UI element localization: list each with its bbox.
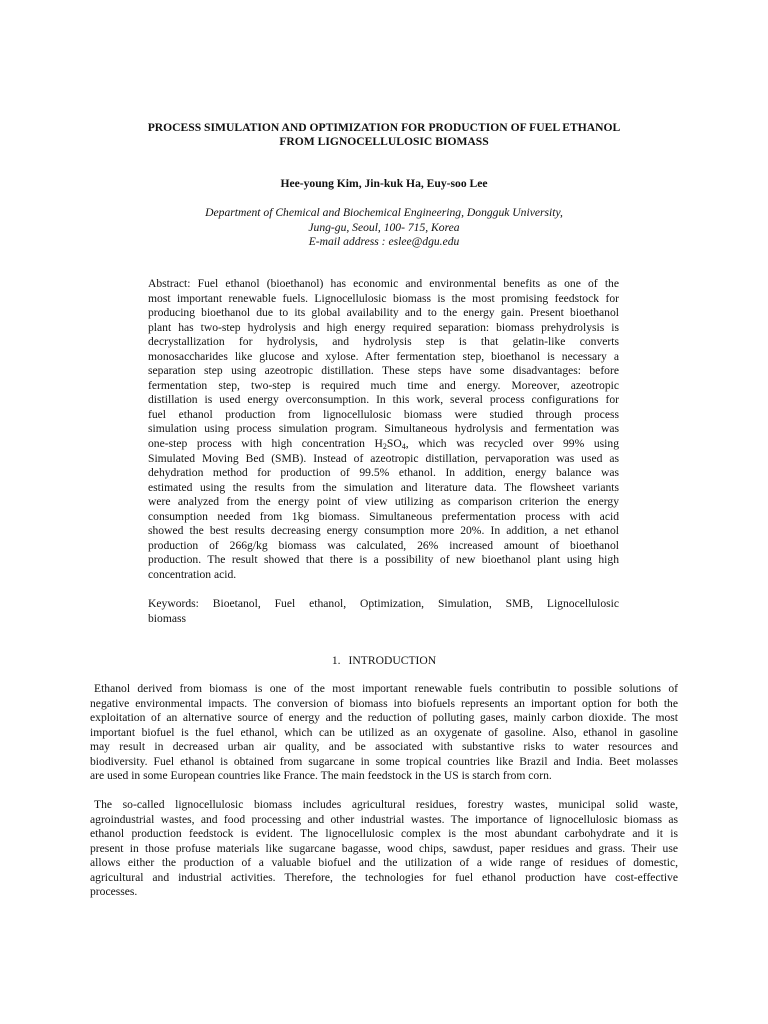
- keywords-line-1: Keywords: Bioetanol, Fuel ethanol, Optimization, Simulation, SMB, Lignocellulosic: [148, 597, 619, 610]
- title-line-1: PROCESS SIMULATION AND OPTIMIZATION FOR PRODUCTION OF FUEL ETHANOL: [147, 121, 621, 134]
- paragraph-line: biodiversity. Fuel ethanol is obtained from sugarcane in some tropical countries like Brazil and India. Beet molasses: [90, 754, 678, 768]
- abstract-line: producing bioethanol due to its global availability and to the energy gain. Present bioethanol: [148, 306, 619, 320]
- paragraph-line: The so-called lignocellulosic biomass includes agricultural residues, forestry wastes, municipal solid waste,: [94, 798, 678, 811]
- paper-title: [90, 121, 678, 149]
- introduction-paragraph-1: [90, 682, 678, 784]
- section-number: 1.: [331, 654, 341, 667]
- h2so4-post: , which was recycled over 99% using: [405, 437, 619, 451]
- abstract: [148, 277, 619, 582]
- section-heading-introduction: [90, 654, 678, 668]
- h2so4-pre: one-step process with high concentration H: [148, 437, 383, 451]
- h2so4-sub-4: 4: [401, 442, 406, 452]
- abstract-line: estimated using the results from the simulation and literature data. The flowsheet variants: [148, 480, 619, 494]
- abstract-line: Simulated Moving Bed (SMB). Instead of azeotropic distillation, pervaporation was used as: [148, 451, 619, 465]
- abstract-line: consumption needed from 1kg biomass. Simultaneous prefermentation process with acid: [148, 509, 619, 523]
- keywords: [148, 597, 619, 626]
- abstract-line: distillation is used energy overconsumption. In this work, several process configurations for: [148, 393, 619, 407]
- h2so4-so: SO: [386, 437, 402, 451]
- abstract-line: monosaccharides like glucose and xylose. After fermentation step, bioethanol is necessary a: [148, 349, 619, 363]
- affiliation: [90, 206, 678, 250]
- keywords-line-2: biomass: [148, 611, 187, 625]
- affiliation-line-1: Department of Chemical and Biochemical Engineering, Dongguk University,: [205, 206, 563, 219]
- paragraph-line: may result in decreased urban air quality, and be associated with substantive risks to water resources and: [90, 740, 678, 754]
- abstract-last-line: concentration acid.: [148, 567, 237, 581]
- paragraph-line: exploitation of an alternative source of energy and the reduction of polluting gases, mainly carbon dioxide. The most: [90, 711, 678, 725]
- introduction-paragraph-2: [90, 798, 678, 900]
- abstract-line: fuel ethanol production from lignocellulosic biomass were studied through process: [148, 407, 619, 421]
- paragraph-line: Ethanol derived from biomass is one of the most important renewable fuels contributin to possible solutions of: [94, 682, 678, 695]
- paragraph-line: important biofuel is the fuel ethanol, which can be utilized as an oxygenate of gasoline. Also, ethanol in gasoline: [90, 725, 678, 739]
- abstract-line: separation step using azeotropic distillation. These steps have some disadvantages: before: [148, 364, 619, 378]
- affiliation-line-2: Jung-gu, Seoul, 100- 715, Korea: [308, 220, 460, 234]
- paragraph-line: ethanol production feedstock is evident. The lignocellulosic complex is the most abundant carbohydrate and it is: [90, 827, 678, 841]
- paragraph-line: negative environmental impacts. The conversion of biomass into biofuels represents an important option for both the: [90, 696, 678, 710]
- abstract-line: decrystallization for hydrolysis, and hydrolysis step is that gelatin-like converts: [148, 335, 619, 349]
- paragraph-line: allows either the production of a valuable biofuel and the utilization of a wide range of residues of domestic,: [90, 856, 678, 870]
- abstract-line: fermentation step, two-step is required much time and energy. Moreover, azeotropic: [148, 378, 619, 392]
- title-line-2: FROM LIGNOCELLULOSIC BIOMASS: [279, 135, 489, 148]
- abstract-line: production. The result showed that there is a possibility of new bioethanol plant using high: [148, 553, 619, 567]
- paragraph-last-line: processes.: [90, 885, 138, 899]
- abstract-line: production of 266g/kg biomass was calculated, 26% increased amount of bioethanol: [148, 538, 619, 552]
- abstract-line: simulation using process simulation program. Simultaneous hydrolysis and fermentation was: [148, 422, 619, 436]
- affiliation-email: E-mail address : eslee@dgu.edu: [308, 235, 460, 248]
- h2so4-sub-2: 2: [382, 442, 387, 452]
- paragraph-line: agroindustrial wastes, and food processing and other industrial wastes. The importance of lignocellulosic biomass as: [90, 812, 678, 826]
- abstract-line-h2so4: [148, 437, 619, 452]
- abstract-line: were analyzed from the energy point of view utilizing as comparison criterion the energy: [148, 495, 619, 509]
- abstract-line: showed the best results decreasing energy consumption more 20%. In addition, a net ethanol: [148, 524, 619, 538]
- abstract-line: dehydration method for production of 99.5% ethanol. In addition, energy balance was: [148, 466, 619, 480]
- abstract-line: Abstract: Fuel ethanol (bioethanol) has economic and environmental benefits as one of the: [148, 277, 619, 290]
- section-title: INTRODUCTION: [348, 654, 437, 667]
- author-list: Hee-young Kim, Jin-kuk Ha, Euy-soo Lee: [280, 177, 488, 190]
- abstract-line: most important renewable fuels. Lignocellulosic biomass is the most promising feedstock for: [148, 291, 619, 305]
- paragraph-last-line: are used in some European countries like France. The main feedstock in the US is starch from corn.: [90, 769, 552, 783]
- paragraph-line: present in those profuse materials like sugarcane bagasse, wood chips, sawdust, paper residues and grass. Their use: [90, 841, 678, 855]
- abstract-line: plant has two-step hydrolysis and high energy required separation: biomass prehydrolysis is: [148, 320, 619, 334]
- paragraph-line: agricultural and industrial activities. Therefore, the technologies for fuel ethanol production have cost-effective: [90, 870, 678, 884]
